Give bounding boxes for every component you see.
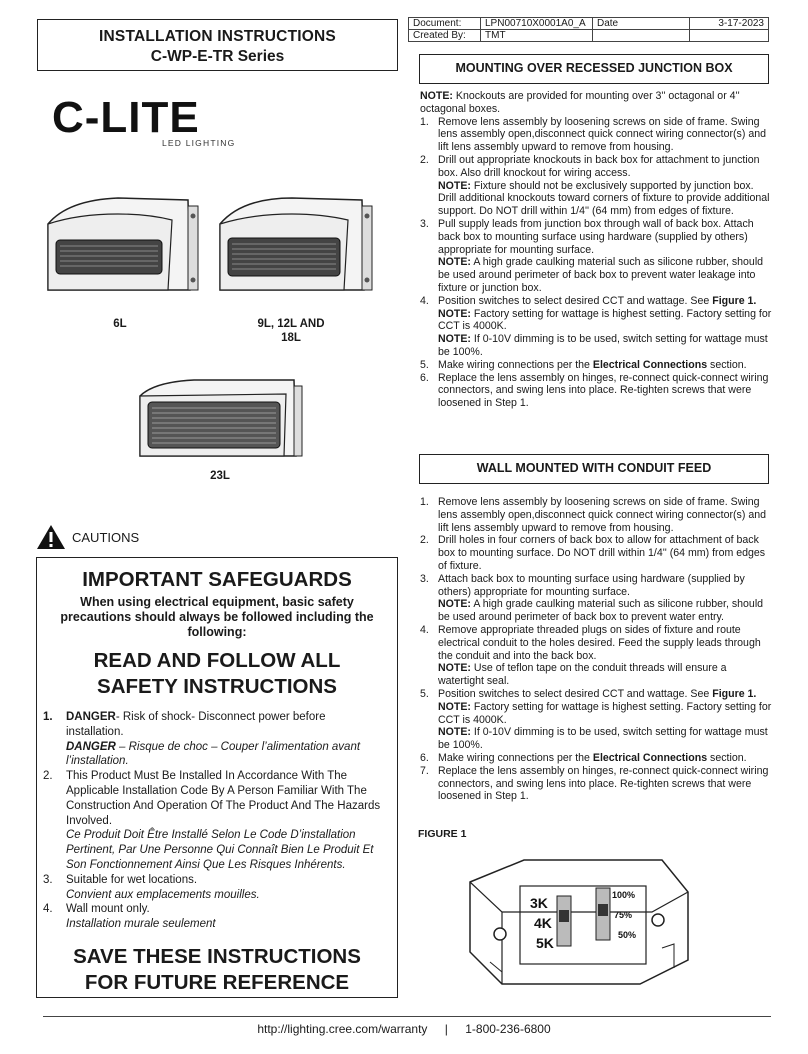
document-number: LPN00710X0001A0_A <box>481 18 593 30</box>
list-item: 5. Position switches to select desired CCT and wattage. See Figure 1. NOTE: Factory setting for wattage is highest setting. Factory setting for CCT is 4000K. NOTE: If 0-10V dimming is to be used, switch setting for wattage must be 100%. <box>420 687 772 752</box>
document-title-box <box>37 19 398 71</box>
product-series: C-WP-E-TR Series <box>150 48 285 65</box>
fixture-6l-illustration <box>38 190 210 302</box>
list-item: 2. Drill holes in four corners of back box to allow for attachment of back box to mounting surface. Do NOT drill within 1/4'' (64 mm) from edges of fixture. <box>420 534 766 572</box>
fixture-label-9l-line2: 18L <box>281 332 301 344</box>
safeguards-list <box>43 710 385 932</box>
date-value: 3-17-2023 <box>690 18 769 30</box>
conduit-feed-heading: WALL MOUNTED WITH CONDUIT FEED <box>419 454 769 484</box>
list-item: 6. Make wiring connections per the Electrical Connections section. <box>420 751 747 764</box>
logo-tagline: LED LIGHTING <box>162 138 236 148</box>
document-meta-table <box>408 17 769 42</box>
list-item: 1. Remove lens assembly by loosening screws on side of frame. Swing lens assembly open,disconnect quick connect wiring connector(s) and lift lens assembly upward to remove from housing. <box>420 496 766 534</box>
fixture-label-6l: 6L <box>113 318 127 330</box>
recessed-junction-box-heading: MOUNTING OVER RECESSED JUNCTION BOX <box>419 54 769 84</box>
list-item: 1. DANGER- Risk of shock- Disconnect power before installation. DANGER – Risque de choc – Couper l’alimentation avant l’installation. <box>43 711 361 768</box>
footer-separator: | <box>444 1022 448 1036</box>
cct-label-3k: 3K <box>530 895 548 911</box>
warning-icon <box>36 524 66 550</box>
watt-label-100: 100% <box>612 890 636 900</box>
danger-label: DANGER <box>66 711 116 723</box>
save-instructions-heading: SAVE THESE INSTRUCTIONS FOR FUTURE REFERENCE <box>73 944 361 994</box>
created-by-value: TMT <box>481 30 593 42</box>
recessed-junction-box-instructions: NOTE: Knockouts are provided for mounting over 3'' octagonal or 4'' octagonal boxes. 1. Remove lens assembly by loosening screws on side of frame. Swing lens assembly open,disconnect quick connect wiring connector(s) and lift lens assembly upward to remove from housing. 2. Drill out appropriate knockouts in back box for attachment to junction box. Also drill knockout for wiring access. NOTE: Fixture should not be exclusively supported by junction box. Drill additional knockouts toward corners of fixture to provide additional support. Do NOT drill within 1/4'' (64 mm) from edges of fixture. 3. Pull supply leads from junction box through wall of back box. Attach back box to mounting surface using hardware (supplied by others) appropriate for mounting surface. NOTE: A high grade caulking material such as silicone rubber, should be used around perimeter of back box to prevent water leakage into fixture or junction box. 4. Position switches to select desired CCT and wattage. See Figure 1. NOTE: Factory setting for wattage is highest setting. Factory setting for CCT is 4000K. NOTE: If 0-10V dimming is to be used, switch setting for wattage must be 100%. 5. Make wiring connections per the Electrical Connections section. 6. Replace the lens assembly on hinges, re-connect quick-connect wiring connectors, and swing lens into place. Re-tighten screws that were loosened in Step 1. <box>420 90 772 410</box>
fixture-label-23l: 23L <box>210 470 230 482</box>
cautions-heading <box>36 524 139 550</box>
list-item: 6. Replace the lens assembly on hinges, re-connect quick-connect wiring connectors, and swing lens into place. Re-tighten screws that were loosened in Step 1. <box>420 371 769 410</box>
list-item: 4. Wall mount only. Installation murale seulement <box>43 903 216 931</box>
list-item: 2. Drill out appropriate knockouts in back box for attachment to junction box. Also drill knockout for wiring access. NOTE: Fixture should not be exclusively supported by junction box. Drill additional knockouts toward corners of fixture to provide additional support. Do NOT drill within 1/4'' (64 mm) from edges of fixture. <box>420 153 770 218</box>
warranty-link[interactable]: http://lighting.cree.com/warranty <box>257 1022 428 1036</box>
list-item: 2. This Product Must Be Installed In Accordance With The Applicable Installation Code By A Person Familiar With The Construction And Operation Of The Product And The Hazards Involved. Ce Produit Doit Être Installé Selon Le Code D’installation Pertinent, Par Une Personne Qui Connaît Bien Le Produit Et Son Fonctionnement Ainsi Que Les Risques Inhérents. <box>43 770 381 871</box>
date-label: Date <box>593 18 690 30</box>
document-label: Document: <box>409 18 481 30</box>
watt-label-50: 50% <box>618 930 637 940</box>
important-safeguards-box <box>36 557 398 998</box>
safeguards-title: IMPORTANT SAFEGUARDS <box>82 568 352 591</box>
fixture-9l-illustration <box>212 190 384 302</box>
fixture-23l-illustration <box>134 372 312 464</box>
list-item: 4. Remove appropriate threaded plugs on sides of fixture and route electrical conduit to the holes desired. Feed the supply leads through the conduit and into the back box. NOTE: Use of teflon tape on the conduit threads will ensure a watertight seal. <box>420 623 761 688</box>
figure-1-label: FIGURE 1 <box>418 828 467 840</box>
danger-label-fr: DANGER <box>66 740 116 753</box>
watt-label-75: 75% <box>614 910 633 920</box>
phone-number: 1-800-236-6800 <box>465 1022 551 1036</box>
cct-label-4k: 4K <box>534 915 552 931</box>
list-item: 3. Suitable for wet locations. Convient aux emplacements mouilles. <box>43 873 260 901</box>
list-item: 4. Position switches to select desired CCT and wattage. See Figure 1. NOTE: Factory setting for wattage is highest setting. Factory setting for CCT is 4000K. NOTE: If 0-10V dimming is to be used, switch setting for wattage must be 100%. <box>420 294 772 358</box>
list-item: 5. Make wiring connections per the Electrical Connections section. <box>420 358 747 371</box>
cautions-label: CAUTIONS <box>72 529 140 545</box>
fixture-label-9l-line1: 9L, 12L AND <box>257 318 325 330</box>
read-follow-heading: READ AND FOLLOW ALL SAFETY INSTRUCTIONS <box>93 649 341 698</box>
logo-wordmark: C-LITE <box>52 93 200 142</box>
list-item: 3. Attach back box to mounting surface using hardware (supplied by others) appropriate for mounting surface. NOTE: A high grade caulking material such as silicone rubber, should be used around perimeter of back box to prevent water entry. <box>420 572 764 624</box>
conduit-feed-instructions <box>420 496 772 803</box>
list-item: 1. Remove lens assembly by loosening screws on side of frame. Swing lens assembly open,disconnect quick connect wiring connector(s) and lift lens assembly upward to remove from housing. <box>420 115 766 154</box>
safeguards-subtitle: When using electrical equipment, basic safety precautions should always be followed including the following: <box>60 595 374 639</box>
cct-label-5k: 5K <box>536 935 554 951</box>
footer-divider <box>43 1016 771 1017</box>
created-by-label: Created By: <box>409 30 481 42</box>
c-lite-logo <box>52 92 236 155</box>
footer <box>0 1022 808 1036</box>
list-item: 7. Replace the lens assembly on hinges, re-connect quick-connect wiring connectors, and swing lens into place. Re-tighten screws that were loosened in Step 1. <box>420 764 769 803</box>
figure-1-switch-diagram <box>462 852 702 994</box>
list-item: 3. Pull supply leads from junction box through wall of back box. Attach back box to mounting surface using hardware (supplied by others) appropriate for mounting surface. NOTE: A high grade caulking material such as silicone rubber, should be used around perimeter of back box to prevent water leakage into fixture or junction box. <box>420 217 764 294</box>
document-title: INSTALLATION INSTRUCTIONS <box>99 28 336 45</box>
